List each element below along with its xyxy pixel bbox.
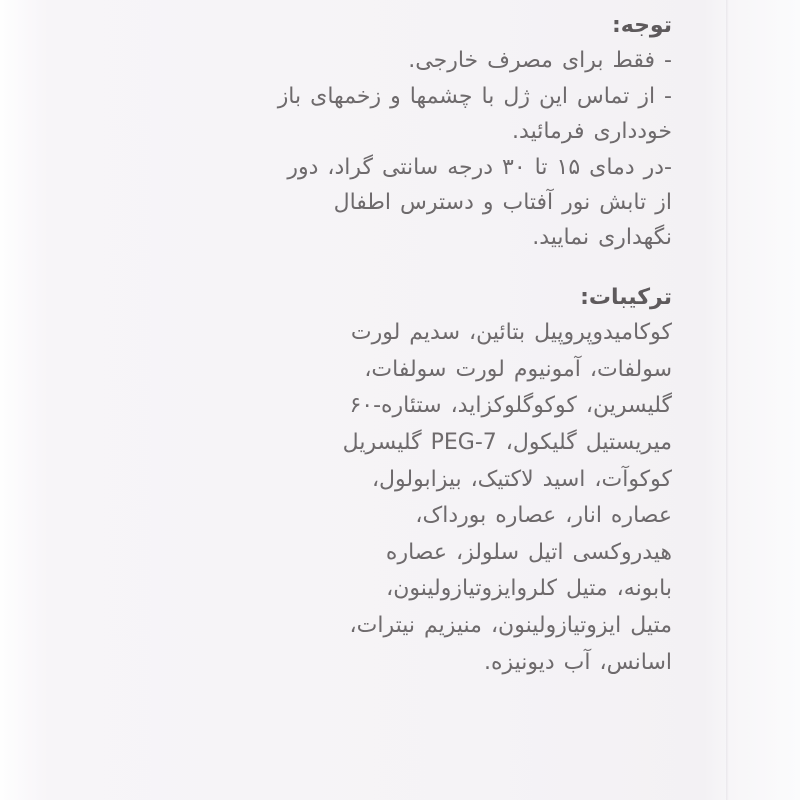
ingredients-line: میریستیل گلیکول، PEG-7 گلیسریل bbox=[342, 430, 672, 456]
ingredients-line: کوکوآت، اسید لاکتیک، بیزابولول، bbox=[371, 466, 672, 492]
caution-heading: توجه: bbox=[611, 13, 672, 38]
ingredients-heading: ترکیبات: bbox=[580, 284, 672, 310]
ingredients-line: گلیسرین، کوکوگلوکزاید، ستئاره-۶۰ bbox=[349, 393, 672, 419]
ingredients-section bbox=[112, 280, 672, 681]
section-gap bbox=[112, 256, 672, 280]
ingredients-line: متیل ایزوتیازولینون، منیزیم نیترات، bbox=[349, 613, 672, 638]
ingredients-line: سولفات، آمونیوم لورت سولفات، bbox=[364, 356, 672, 382]
ingredients-line: عصاره انار، عصاره بورداک، bbox=[415, 503, 672, 529]
label-text bbox=[112, 8, 672, 681]
ingredients-line: هیدروکسی اتیل سلولز، عصاره bbox=[385, 539, 672, 565]
package-edge bbox=[726, 0, 729, 800]
caution-line: - از تماس این ژل با چشمها و زخمهای باز bbox=[277, 83, 672, 109]
caution-line: -در دمای ۱۵ تا ۳۰ درجه سانتی گراد، دور bbox=[287, 154, 672, 180]
caution-line: - فقط برای مصرف خارجی. bbox=[408, 48, 672, 74]
caution-line: نگهداری نمایید. bbox=[532, 225, 672, 251]
ingredients-line: اسانس، آب دیونیزه. bbox=[483, 649, 672, 675]
caution-line: خودداری فرمائید. bbox=[512, 119, 672, 145]
caution-line: از تابش نور آفتاب و دسترس اطفال bbox=[333, 190, 672, 216]
ingredients-line: بابونه، متیل کلروایزوتیازولینون، bbox=[386, 576, 672, 602]
ingredients-line: کوکامیدوپروپیل بتائین، سدیم لورت bbox=[350, 320, 672, 346]
